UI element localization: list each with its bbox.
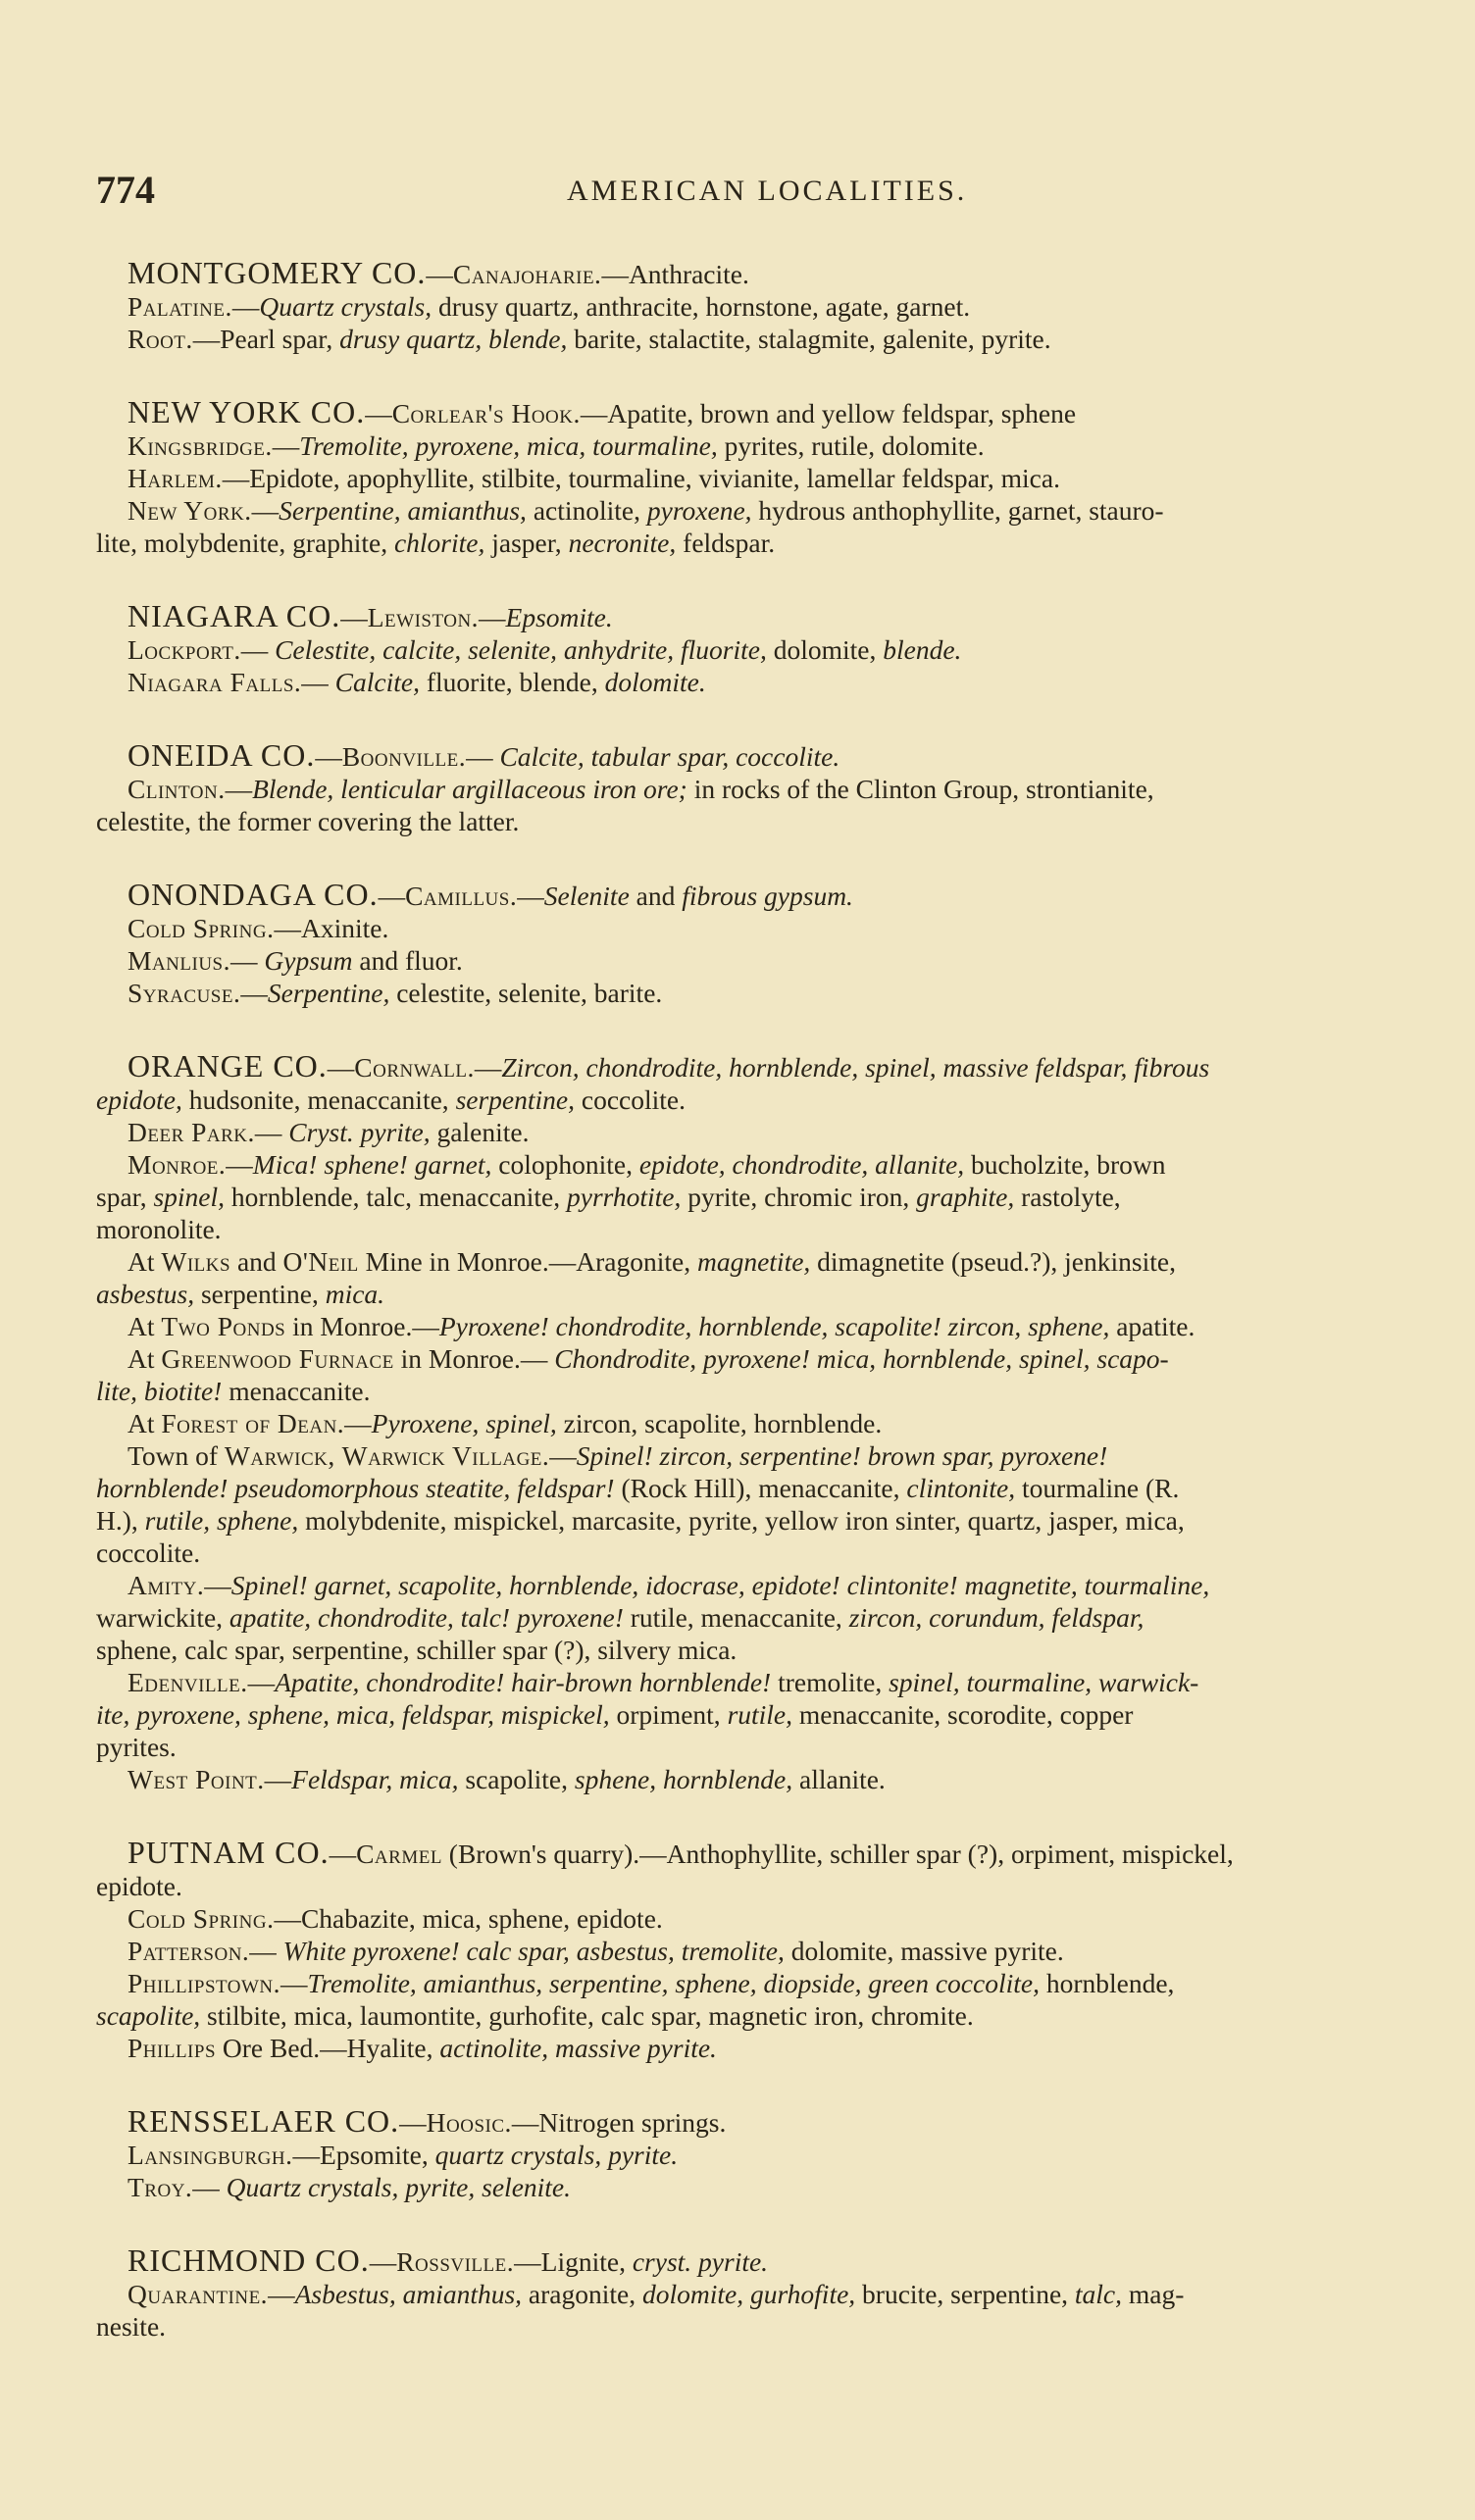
mineral-italic: pyroxene,: [646, 495, 752, 526]
text-run: —: [479, 602, 506, 632]
mineral-italic: Tremolite, pyroxene, mica, tourmaline,: [299, 430, 718, 461]
text-run: H.),: [96, 1505, 145, 1536]
locality-name: Camillus.: [405, 881, 518, 911]
locality-name: Lewiston.: [367, 602, 480, 632]
locality-name: Harlem.: [127, 463, 223, 493]
text-run: —Nitrogen springs.: [511, 2107, 727, 2138]
text-run: in rocks of the Clinton Group, strontianite,: [687, 774, 1154, 804]
locality-line: [96, 1310, 1430, 1342]
locality-name: Patterson.: [127, 1936, 250, 1966]
locality-line: [96, 1375, 1430, 1407]
mineral-italic: serpentine,: [455, 1084, 575, 1115]
mineral-italic: drusy quartz,: [339, 324, 483, 354]
county-section-montgomery: [96, 257, 1430, 355]
county-heading-line: [96, 600, 1430, 633]
text-run: dolomite,: [766, 634, 884, 665]
text-run: dimagnetite (pseud.?), jenkinsite,: [810, 1246, 1176, 1277]
text-run: aragonite,: [522, 2279, 642, 2309]
text-run: barite, stalactite, stalagmite, galenite, pyrite.: [567, 324, 1051, 354]
locality-line: [96, 494, 1430, 527]
text-run: pyrites, rutile, dolomite.: [717, 430, 985, 461]
mineral-italic: Apatite, chondrodite! hair-brown hornblende!: [275, 1667, 772, 1697]
locality-name: O'Neil: [282, 1246, 359, 1277]
text-run: orpiment,: [609, 1699, 728, 1730]
locality-name: Lansingburgh.: [127, 2140, 293, 2170]
mineral-italic: magnetite,: [696, 1246, 811, 1277]
text-run: hornblende, talc, menaccanite,: [225, 1182, 567, 1212]
mineral-italic: Selenite: [543, 881, 630, 911]
mineral-italic: Quartz crystals,: [259, 291, 432, 322]
mineral-italic: quartz crystals, pyrite.: [434, 2140, 679, 2170]
mineral-italic: Feldspar, mica,: [291, 1764, 459, 1794]
locality-name: Hoosic.: [426, 2107, 512, 2138]
mineral-italic: rutile, sphene,: [144, 1505, 299, 1536]
text-run: celestite, the former covering the latter.: [96, 806, 520, 836]
locality-name: Phillips: [127, 2033, 217, 2063]
locality-name: Rossville.: [396, 2246, 515, 2277]
mineral-italic: spinel, tourmaline, warwick-: [889, 1667, 1199, 1697]
locality-name: Phillipstown.: [127, 1968, 281, 1998]
locality-line: [96, 290, 1430, 323]
text-run: moronolite.: [96, 1214, 222, 1244]
locality-name: Monroe.: [127, 1149, 227, 1180]
mineral-italic: chlorite,: [393, 528, 485, 558]
running-title: AMERICAN LOCALITIES.: [567, 175, 968, 207]
text-run: sphene, calc spar, serpentine, schiller spar (?), silvery mica.: [96, 1635, 738, 1665]
text-run: coccolite.: [96, 1537, 201, 1568]
mineral-italic: fibrous gypsum.: [682, 881, 853, 911]
text-run: tourmaline (R.: [1015, 1473, 1180, 1503]
text-run: molybdenite, mispickel, marcasite, pyrite, yellow iron sinter, quartz, jasper, mica,: [298, 1505, 1185, 1536]
mineral-italic: apatite, chondrodite, talc! pyroxene!: [229, 1602, 624, 1633]
text-run: —: [426, 259, 453, 289]
locality-name: Clinton.: [127, 774, 226, 804]
text-run: At: [127, 1311, 162, 1341]
county-name: ONEIDA CO.: [127, 739, 316, 773]
text-run: —: [365, 398, 392, 428]
text-run: menaccanite.: [222, 1376, 371, 1406]
locality-name: Warwick, Warwick Village.: [224, 1440, 550, 1471]
county-section-orange: [96, 1050, 1430, 1795]
locality-name: Deer Park.: [127, 1117, 255, 1147]
text-run: actinolite,: [526, 495, 647, 526]
text-run: —Pearl spar,: [192, 324, 340, 354]
text-run: hydrous anthophyllite, garnet, stauro-: [751, 495, 1164, 526]
mineral-italic: Asbestus, amianthus,: [294, 2279, 523, 2309]
locality-line: [96, 2278, 1430, 2310]
mineral-italic: zircon, corundum, feldspar,: [848, 1602, 1144, 1633]
text-run: (Brown's quarry).—Anthophyllite, schiller spar (?), orpiment, mispickel,: [441, 1839, 1234, 1869]
text-run: bucholzite, brown: [964, 1149, 1166, 1180]
text-run: and: [629, 881, 683, 911]
county-name: PUTNAM CO.: [127, 1837, 330, 1870]
county-heading-line: [96, 396, 1430, 429]
county-heading-line: [96, 2105, 1430, 2139]
locality-name: New York.: [127, 495, 252, 526]
county-name: MONTGOMERY CO.: [127, 257, 427, 290]
locality-line: [96, 1116, 1430, 1148]
mineral-italic: Blende, lenticular argillaceous iron ore;: [252, 774, 687, 804]
locality-line: [96, 323, 1430, 355]
mineral-italic: Chondrodite, pyroxene! mica, hornblende, spinel, scapo-: [554, 1343, 1169, 1374]
text-run: rastolyte,: [1014, 1182, 1121, 1212]
locality-line: [96, 1439, 1430, 1472]
county-section-onondaga: [96, 879, 1430, 1009]
locality-name: Edenville.: [127, 1667, 248, 1697]
county-heading-line: [96, 879, 1430, 912]
locality-line: [96, 1666, 1430, 1698]
mineral-italic: Cryst. pyrite,: [288, 1117, 431, 1147]
locality-line: [96, 1634, 1430, 1666]
text-run: —: [474, 1052, 502, 1083]
locality-name: Quarantine.: [127, 2279, 269, 2309]
locality-line: [96, 773, 1430, 805]
text-run: serpentine,: [194, 1279, 326, 1309]
locality-line: [96, 1601, 1430, 1634]
locality-line: [96, 1084, 1430, 1116]
text-run: At: [127, 1343, 162, 1374]
locality-line: [96, 1342, 1430, 1375]
text-run: hudsonite, menaccanite,: [181, 1084, 456, 1115]
mineral-italic: ite, pyroxene, sphene, mica, feldspar, mispickel,: [96, 1699, 610, 1730]
text-run: —: [369, 2246, 397, 2277]
text-run: —: [254, 1117, 289, 1147]
mineral-italic: actinolite, massive pyrite.: [439, 2033, 717, 2063]
locality-line: [96, 1213, 1430, 1245]
page-number: 774: [96, 168, 155, 212]
text-run: scapolite,: [458, 1764, 575, 1794]
county-name: NEW YORK CO.: [127, 396, 366, 429]
text-run: —: [517, 881, 544, 911]
text-run: allanite.: [792, 1764, 886, 1794]
text-run: Mine in Monroe.—Aragonite,: [358, 1246, 697, 1277]
mineral-italic: Mica! sphene! garnet,: [252, 1149, 492, 1180]
mineral-italic: blende.: [883, 634, 962, 665]
text-run: nesite.: [96, 2311, 167, 2342]
locality-name: Amity.: [127, 1570, 205, 1600]
text-run: apatite.: [1109, 1311, 1195, 1341]
text-run: —Epsomite,: [292, 2140, 435, 2170]
mineral-italic: Spinel! zircon, serpentine! brown spar, pyroxene!: [576, 1440, 1108, 1471]
text-run: —Lignite,: [514, 2246, 633, 2277]
locality-name: Root.: [127, 324, 193, 354]
locality-line: [96, 912, 1430, 944]
locality-line: [96, 1245, 1430, 1278]
text-run: Ore Bed.—Hyalite,: [216, 2033, 440, 2063]
locality-line: [96, 1935, 1430, 1967]
locality-name: Greenwood Furnace: [161, 1343, 394, 1374]
mineral-italic: pyrrhotite,: [566, 1182, 682, 1212]
text-run: colophonite,: [491, 1149, 639, 1180]
text-run: drusy quartz, anthracite, hornstone, agate, garnet.: [432, 291, 971, 322]
text-run: —: [549, 1440, 577, 1471]
mineral-italic: Calcite, tabular spar, coccolite.: [499, 741, 840, 772]
mineral-italic: hornblende! pseudomorphous steatite, feldspar!: [96, 1473, 615, 1503]
locality-name: Niagara Falls.: [127, 667, 302, 697]
text-run: stilbite, mica, laumontite, gurhofite, calc spar, magnetic iron, chromite.: [200, 2000, 974, 2031]
text-run: —: [240, 634, 276, 665]
locality-line: [96, 1537, 1430, 1569]
locality-line: [96, 977, 1430, 1009]
locality-line: [96, 1569, 1430, 1601]
locality-line: [96, 462, 1430, 494]
locality-line: [96, 2171, 1430, 2203]
mineral-italic: Spinel! garnet, scapolite, hornblende, idocrase, epidote! clintonite! magnetite, tourmaline,: [230, 1570, 1210, 1600]
mineral-italic: Calcite,: [334, 667, 420, 697]
locality-name: Syracuse.: [127, 978, 241, 1008]
text-run: feldspar.: [676, 528, 776, 558]
mineral-italic: Celestite, calcite, selenite, anhydrite, fluorite,: [275, 634, 767, 665]
text-run: —: [226, 1149, 253, 1180]
locality-listing: [96, 257, 1430, 2384]
mineral-italic: scapolite,: [96, 2000, 201, 2031]
county-section-putnam: [96, 1837, 1430, 2064]
locality-name: West Point.: [127, 1764, 265, 1794]
locality-line: [96, 1902, 1430, 1935]
county-heading-line: [96, 1837, 1430, 1870]
mineral-italic: epidote,: [96, 1084, 182, 1115]
locality-name: Boonville.: [341, 741, 467, 772]
county-heading-line: [96, 739, 1430, 773]
county-section-new-york: [96, 396, 1430, 559]
locality-name: Troy.: [127, 2172, 193, 2202]
text-run: and: [230, 1246, 283, 1277]
text-run: hornblende,: [1039, 1968, 1175, 1998]
text-run: —: [251, 495, 280, 526]
locality-name: Corlear's Hook.: [391, 398, 581, 428]
mineral-italic: necronite,: [568, 528, 677, 558]
mineral-italic: clintonite,: [906, 1473, 1016, 1503]
locality-line: [96, 429, 1430, 462]
text-run: —Chabazite, mica, sphene, epidote.: [274, 1903, 663, 1934]
mineral-italic: Serpentine,: [267, 978, 390, 1008]
text-run: pyrites.: [96, 1732, 177, 1762]
mineral-italic: dolomite.: [604, 667, 706, 697]
locality-name: Carmel: [356, 1839, 442, 1869]
locality-line: [96, 2139, 1430, 2171]
text-run: —: [268, 2279, 295, 2309]
mineral-italic: rutile,: [727, 1699, 793, 1730]
text-run: in Monroe.—: [393, 1343, 555, 1374]
text-run: —: [272, 430, 300, 461]
text-run: —: [378, 881, 406, 911]
text-run: —: [301, 667, 335, 697]
locality-line: [96, 1731, 1430, 1763]
mineral-italic: epidote, chondrodite, allanite,: [638, 1149, 965, 1180]
mineral-italic: asbestus,: [96, 1279, 195, 1309]
mineral-italic: sphene, hornblende,: [574, 1764, 793, 1794]
text-run: dolomite, massive pyrite.: [784, 1936, 1064, 1966]
text-run: pyrite, chromic iron,: [681, 1182, 917, 1212]
text-run: —Apatite, brown and yellow feldspar, sphene: [580, 398, 1077, 428]
text-run: —: [329, 1839, 357, 1869]
text-run: coccolite.: [575, 1084, 686, 1115]
locality-name: Cornwall.: [354, 1052, 475, 1083]
text-run: —: [340, 602, 368, 632]
county-heading-line: [96, 1050, 1430, 1084]
text-run: epidote.: [96, 1871, 182, 1901]
locality-name: Two Ponds: [161, 1311, 286, 1341]
text-run: —: [280, 1968, 308, 1998]
text-run: —Epidote, apophyllite, stilbite, tourmaline, vivianite, lamellar feldspar, mica.: [222, 463, 1060, 493]
text-run: lite, molybdenite, graphite,: [96, 528, 394, 558]
locality-line: [96, 1967, 1430, 1999]
mineral-italic: White pyroxene! calc spar, asbestus, tremolite,: [282, 1936, 785, 1966]
text-run: —: [225, 774, 253, 804]
text-run: menaccanite, scorodite, copper: [792, 1699, 1134, 1730]
text-run: (Rock Hill), menaccanite,: [614, 1473, 907, 1503]
mineral-italic: graphite,: [916, 1182, 1015, 1212]
text-run: warwickite,: [96, 1602, 229, 1633]
locality-line: [96, 1472, 1430, 1504]
text-run: —: [204, 1570, 231, 1600]
locality-line: [96, 1698, 1430, 1731]
text-run: —: [327, 1052, 355, 1083]
mineral-italic: Pyroxene, spinel,: [371, 1408, 557, 1438]
text-run: rutile, menaccanite,: [623, 1602, 849, 1633]
locality-line: [96, 1407, 1430, 1439]
text-run: —: [344, 1408, 372, 1438]
locality-line: [96, 1870, 1430, 1902]
mineral-italic: Gypsum: [264, 945, 353, 976]
text-run: —Axinite.: [274, 913, 389, 943]
text-run: mag-: [1122, 2279, 1185, 2309]
text-run: fluorite, blende,: [419, 667, 605, 697]
text-run: —: [247, 1667, 276, 1697]
mineral-italic: talc,: [1074, 2279, 1123, 2309]
locality-line: [96, 1148, 1430, 1181]
text-run: —: [315, 741, 342, 772]
running-header: [96, 167, 1377, 216]
locality-name: Cold Spring.: [127, 913, 275, 943]
locality-name: Canajoharie.: [452, 259, 602, 289]
mineral-italic: spinel,: [153, 1182, 226, 1212]
county-section-rensselaer: [96, 2105, 1430, 2203]
county-name: ORANGE CO.: [127, 1050, 328, 1084]
text-run: celestite, selenite, barite.: [389, 978, 663, 1008]
county-section-niagara: [96, 600, 1430, 698]
text-run: —: [240, 978, 268, 1008]
locality-line: [96, 944, 1430, 977]
text-run: —: [231, 291, 260, 322]
locality-name: Forest of Dean.: [161, 1408, 345, 1438]
county-heading-line: [96, 2244, 1430, 2278]
text-run: zircon, scapolite, hornblende.: [556, 1408, 883, 1438]
text-run: —: [399, 2107, 427, 2138]
county-name: RENSSELAER CO.: [127, 2105, 400, 2139]
text-run: —Anthracite.: [601, 259, 749, 289]
locality-line: [96, 633, 1430, 666]
text-run: jasper,: [484, 528, 569, 558]
locality-line: [96, 1999, 1430, 2032]
text-run: At: [127, 1408, 162, 1438]
mineral-italic: dolomite, gurhofite,: [641, 2279, 856, 2309]
mineral-italic: Quartz crystals, pyrite, selenite.: [226, 2172, 572, 2202]
locality-line: [96, 2310, 1430, 2343]
locality-name: Palatine.: [127, 291, 232, 322]
text-run: brucite, serpentine,: [855, 2279, 1075, 2309]
locality-name: Manlius.: [127, 945, 230, 976]
county-name: NIAGARA CO.: [127, 600, 341, 633]
mineral-italic: Pyroxene! chondrodite, hornblende, scapolite! zircon, sphene,: [438, 1311, 1110, 1341]
mineral-italic: Epsomite.: [505, 602, 613, 632]
mineral-italic: cryst. pyrite.: [632, 2246, 769, 2277]
locality-name: Wilks: [161, 1246, 231, 1277]
text-run: tremolite,: [771, 1667, 890, 1697]
locality-line: [96, 527, 1430, 559]
county-section-richmond: [96, 2244, 1430, 2343]
locality-name: Kingsbridge.: [127, 430, 273, 461]
locality-line: [96, 1278, 1430, 1310]
mineral-italic: blende,: [488, 324, 568, 354]
text-run: and fluor.: [352, 945, 463, 976]
mineral-italic: lite, biotite!: [96, 1376, 223, 1406]
county-name: RICHMOND CO.: [127, 2244, 370, 2278]
locality-name: Lockport.: [127, 634, 241, 665]
locality-name: Cold Spring.: [127, 1903, 275, 1934]
text-run: —: [192, 2172, 227, 2202]
text-run: spar,: [96, 1182, 154, 1212]
text-run: in Monroe.—: [285, 1311, 439, 1341]
locality-line: [96, 1504, 1430, 1537]
county-section-oneida: [96, 739, 1430, 837]
locality-line: [96, 1763, 1430, 1795]
text-run: At: [127, 1246, 162, 1277]
text-run: Town of: [127, 1440, 225, 1471]
text-run: —: [264, 1764, 292, 1794]
locality-line: [96, 666, 1430, 698]
locality-line: [96, 805, 1430, 837]
mineral-italic: Serpentine, amianthus,: [279, 495, 527, 526]
mineral-italic: Tremolite, amianthus, serpentine, sphene, diopside, green coccolite,: [307, 1968, 1040, 1998]
mineral-italic: Zircon, chondrodite, hornblende, spinel, massive feldspar, fibrous: [501, 1052, 1210, 1083]
county-heading-line: [96, 257, 1430, 290]
text-run: —: [230, 945, 265, 976]
locality-line: [96, 1181, 1430, 1213]
text-run: —: [466, 741, 500, 772]
county-name: ONONDAGA CO.: [127, 879, 379, 912]
locality-line: [96, 2032, 1430, 2064]
mineral-italic: mica.: [325, 1279, 385, 1309]
text-run: galenite.: [430, 1117, 530, 1147]
text-run: —: [249, 1936, 283, 1966]
